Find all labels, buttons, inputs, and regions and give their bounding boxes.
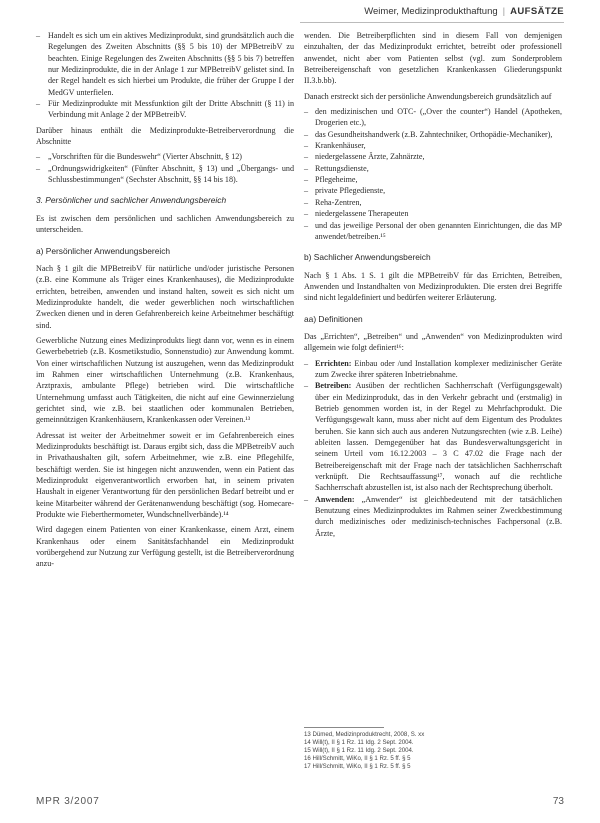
paragraph: Nach § 1 gilt die MPBetreibV für natürliche und/oder juristische Personen (z.B. eine Kommune als Träger eines Krankenhauses), die Medizinprodukte errichten, betreiben, anwenden und instand halten, soweit es sich nicht um Medizinprodukte handelt, die weder gewerblichen noch wirtschaftlichen Zwecken dienen und in deren Gefahrenbereich keine Arbeitnehmer beschäftigt sind. bbox=[36, 263, 294, 330]
list-item: – Handelt es sich um ein aktives Medizinprodukt, sind grundsätzlich auch die Regelungen des Zweiten Abschnitts (§§ 5 bis 10) der MPBetreibV zu beachten. Einige Regelungen des Zweiten Abschnitts (§§ 5 bis 7) betreffen nur Medizinprodukte, die in der Anlage 1 zur MPBetreibV gelistet sind. In der Regel handelt es sich hierbei um Produkte, die früher der Gruppe I der MedGV unterfielen. bbox=[36, 30, 294, 98]
list-item: – den medizinischen und OTC- („Over the counter“) Handel (Apotheken, Drogerien etc.), bbox=[304, 106, 562, 129]
footnotes bbox=[304, 727, 562, 771]
list-item: – Für Medizinprodukte mit Messfunktion gilt der Dritte Abschnitt (§ 11) in Verbindung mit Anlage 2 der MPBetreibV. bbox=[36, 98, 294, 121]
paragraph: Adressat ist weiter der Arbeitnehmer soweit er im Gefahrenbereich eines Medizinprodukts beschäftigt ist. Daraus ergibt sich, dass die MPBetreibV auch in Privathaushalten gilt, sofern Arbeitnehmer, wie z.B. eine Pflegehilfe, beschäftigt werden. Sie ist hingegen nicht anzuwenden, wenn ein Patient das Medizinprodukt eigenverantwortlich erworben hat, in seinem privaten Haushalt in eigener Verantwortung für den persönlichen Bedarf betreibt und er keine Mitarbeiter während der Gerätenanwendung beschäftigt (sog. Homecare-Produkte wie Fieberthermometer, Wundschnellverbände).¹⁴ bbox=[36, 430, 294, 520]
definition-text: Ausüben der rechtlichen Sachherrschaft (Verfügungsgewalt) über ein Medizinprodukt, das in den Verkehr gebracht und (erstmalig) in Betrieb genommen worden ist, in der Regel zu Mehrfachprodukt. Die Verfügungsgewalt kann, muss aber nicht auf dem Eigentum des Produktes beruhen. Sie kann sich auch aus anderen Nutzungsrechten (wie z.B. Leihe) ableiten lassen. Demgegenüber hat das Bundesverwaltungsgericht in seinem Urteil vom 16.12.2003 – 3 C 47.02 die Frage nach der Betreibereigenschaft mit der Frage nach der tatsächlichen Sachherrschaft verknüpft. Die Rechtsauffassung¹⁷, wonach auf die rechtliche Sachherrschaft abzustellen ist, ist also nach der Rechtsprechung überholt. bbox=[315, 381, 562, 493]
footnote: 16 Hill/Schmitt, WiKo, II § 1 Rz. 5 ff. § 5 bbox=[304, 755, 411, 763]
definition-term: Anwenden: bbox=[315, 494, 355, 504]
paragraph: Darüber hinaus enthält die Medizinprodukte-Betreiberverordnung die Abschnitte bbox=[36, 125, 294, 147]
running-title: Weimer, Medizinprodukthaftung bbox=[364, 6, 498, 17]
list-item: – „Vorschriften für die Bundeswehr“ (Vierter Abschnitt, § 12) bbox=[36, 151, 294, 162]
left-column bbox=[36, 30, 294, 574]
footnote: 13 Dümed, Medizinproduktrecht, 2008, S. xx bbox=[304, 731, 425, 738]
list-item: – niedergelassene Ärzte, Zahnärzte, bbox=[304, 151, 562, 162]
definition-list bbox=[304, 358, 562, 540]
page-number: 73 bbox=[552, 795, 564, 807]
right-column bbox=[304, 30, 562, 543]
paragraph: Es ist zwischen dem persönlichen und sachlichen Anwendungsbereich zu unterscheiden. bbox=[36, 213, 294, 235]
bullet-list-1 bbox=[36, 30, 294, 121]
header-rule bbox=[300, 22, 564, 23]
definition-term: Errichten: bbox=[315, 358, 352, 368]
subsection-heading: aa) Definitionen bbox=[304, 313, 363, 324]
paragraph: wenden. Die Betreiberpflichten sind in diesem Fall von demjenigen einzuhalten, der das Medizinprodukt errichtet, betreibt oder professionell anwendet, nicht aber vom Patienten selbst (vgl. zum Sonderproblem Betreibereigenschaft von gesetzlichen Krankenkassen Gliederungspunkt II.3.b.bb). bbox=[304, 31, 562, 86]
subsection-heading: a) Persönlicher Anwendungsbereich bbox=[36, 245, 171, 256]
running-header bbox=[300, 6, 564, 17]
footnote: 14 Will(t), II § 1 Rz. 11 Idg. 2 Sept. 2004. bbox=[304, 739, 414, 747]
scope-list bbox=[304, 106, 562, 242]
definition-item bbox=[304, 494, 562, 539]
header-divider: | bbox=[502, 6, 506, 17]
bullet-list-2 bbox=[36, 151, 294, 185]
definition-item bbox=[304, 380, 562, 493]
paragraph: Das „Errichten“, „Betreiben“ und „Anwenden“ von Medizinprodukten wird allgemein wie folgt definiert¹⁶: bbox=[304, 331, 562, 353]
definition-term: Betreiben: bbox=[315, 381, 352, 391]
list-item: – niedergelassene Therapeuten bbox=[304, 208, 562, 219]
paragraph: Wird dagegen einem Patienten von einer Krankenkasse, einem Arzt, einem Krankenhaus oder einem Sanitätsfachhandel ein Medizinprodukt vorübergehend zur Nutzung zur Verfügung gestellt, ist die Betreiberverordnung anzu- bbox=[36, 525, 294, 569]
definition-item bbox=[304, 358, 562, 381]
definition-text: „Anwender“ ist gleichbedeutend mit der tatsächlichen Benutzung eines Medizinproduktes im Rahmen seiner Zweckbestimmung durch medizinisches oder medizinisch-technisches Fachpersonal (z.B. Ärzte, bbox=[315, 494, 562, 538]
section-heading: 3. Persönlicher und sachlicher Anwendungsbereich bbox=[36, 195, 227, 206]
list-item: – private Pflegedienste, bbox=[304, 185, 562, 196]
subsection-heading: b) Sachlicher Anwendungsbereich bbox=[304, 252, 431, 263]
list-item: – Reha-Zentren, bbox=[304, 197, 562, 208]
footnote-separator bbox=[304, 727, 384, 728]
list-item: – „Ordnungswidrigkeiten“ (Fünfter Abschnitt, § 13) und „Übergangs- und Schlussbestimmungen“ (Sechster Abschnitt, §§ 14 bis 18). bbox=[36, 163, 294, 186]
list-item: – Rettungsdienste, bbox=[304, 163, 562, 174]
list-item: – Pflegeheime, bbox=[304, 174, 562, 185]
list-item: – das Gesundheitshandwerk (z.B. Zahntechniker, Orthopädie-Mechaniker), bbox=[304, 129, 562, 140]
list-item: – und das jeweilige Personal der oben genannten Einrichtungen, die das MP anwendet/betreiben.¹⁵ bbox=[304, 220, 562, 243]
section-label: AUFSÄTZE bbox=[510, 6, 564, 17]
definition-text: Einbau oder /und Installation komplexer medizinischer Geräte zum Zwecke ihrer späteren Inbetriebnahme. bbox=[315, 358, 562, 379]
footnote: 17 Hill/Schmitt, WiKo, II § 1 Rz. 5 ff. § 5 bbox=[304, 763, 411, 771]
paragraph: Danach erstreckt sich der persönliche Anwendungsbereich grundsätzlich auf bbox=[304, 91, 552, 101]
footnote: 15 Will(t), II § 1 Rz. 11 Idg. 2 Sept. 2004. bbox=[304, 747, 414, 755]
list-item: – Krankenhäuser, bbox=[304, 140, 562, 151]
journal-issue: MPR 3/2007 bbox=[36, 795, 100, 807]
paragraph: Nach § 1 Abs. 1 S. 1 gilt die MPBetreibV für das Errichten, Betreiben, Anwenden und Instandhalten von Medizinprodukten. Die ersten drei Begriffe sind nicht legaldefiniert und bedürfen weiterer Erläuterung. bbox=[304, 270, 562, 303]
paragraph: Gewerbliche Nutzung eines Medizinprodukts liegt dann vor, wenn es in einem Gewerbebetrieb (z.B. Kosmetikstudio, Sonnenstudio) zur Anwendung kommt. Von einer wirtschaftlichen Nutzung ist auszugehen, wenn das Medizinprodukt im Rahmen einer wirtschaftlichen Unternehmung (z.B. Krankenhaus, Arztpraxis, ambulante Pflege) betrieben wird. Die wirtschaftliche Unternehmung umfasst auch Tätigkeiten, die nicht auf eine Gewinnerzielung gerichtet sind, wie z.B. bei staatlichen oder kommunalen Betrieben, gemeinnützigen Krankenhäusern, Krankenkassen oder Vereinen.¹³ bbox=[36, 335, 294, 425]
